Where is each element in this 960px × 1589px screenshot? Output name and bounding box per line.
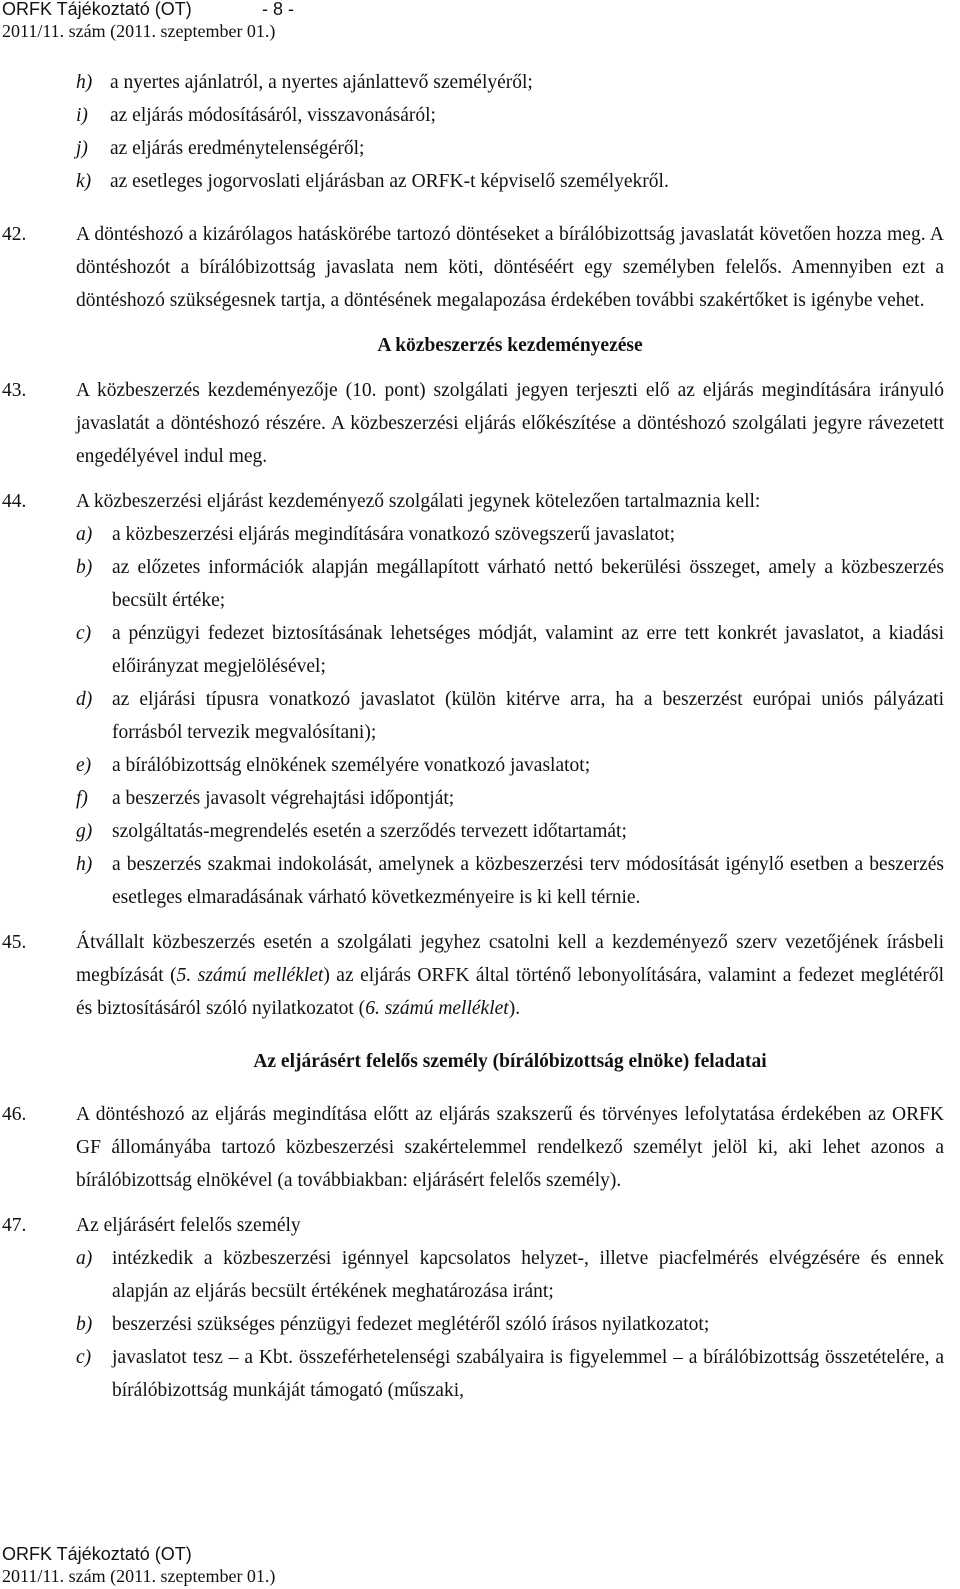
- page-header: [2, 0, 295, 42]
- item-text: az eljárás módosításáról, visszavonásáról;: [110, 105, 436, 126]
- paragraph-text: A közbeszerzési eljárást kezdeményező szolgálati jegynek kötelezően tartalmaznia kell:: [76, 491, 761, 512]
- header-issue: 2011/11. szám (2011. szeptember 01.): [2, 21, 276, 41]
- item-letter: a): [76, 524, 93, 545]
- page-footer: [2, 1543, 275, 1587]
- item-text: az eljárás eredménytelenségéről;: [110, 138, 365, 159]
- list-item: [76, 683, 944, 749]
- paragraph-number: 44.: [2, 491, 27, 512]
- item-text: beszerzési szükséges pénzügyi fedezet meglétéről szóló írásos nyilatkozatot;: [112, 1314, 710, 1335]
- item-text: az eljárási típusra vonatkozó javaslatot (külön kitérve arra, ha a beszerzést európai uniós pályázati forrásból tervezik megvalósítani);: [112, 689, 944, 743]
- list-item: [76, 815, 944, 848]
- paragraph-44-list: [76, 518, 944, 914]
- paragraph-number: 46.: [2, 1104, 27, 1125]
- list-item: [76, 782, 944, 815]
- annex-reference: 6. számú melléklet: [365, 998, 509, 1019]
- paragraph-46: [2, 1098, 944, 1197]
- item-text: az előzetes információk alapján megállapított várható nettó bekerülési összeget, amely a közbeszerzés becsült értéke;: [112, 557, 944, 611]
- list-item: [76, 1242, 944, 1308]
- paragraph-number: 47.: [2, 1215, 27, 1236]
- paragraph-43: [2, 374, 944, 473]
- item-letter: b): [76, 1314, 93, 1335]
- item-text: a bírálóbizottság elnökének személyére vonatkozó javaslatot;: [112, 755, 591, 776]
- paragraph-number: 45.: [2, 932, 27, 953]
- paragraph-44: [2, 485, 944, 914]
- item-letter: e): [76, 755, 92, 776]
- annex-reference: 5. számú melléklet: [176, 965, 324, 986]
- paragraph-number: 42.: [2, 224, 27, 245]
- paragraph-text: A közbeszerzés kezdeményezője (10. pont) szolgálati jegyen terjeszti elő az eljárás megindítására irányuló javaslatát a döntéshozó részére. A közbeszerzési eljárás előkészítése a döntéshozó szolgálati jegyre rávezetett engedélyével indul meg.: [76, 380, 944, 467]
- paragraph-text: Átvállalt közbeszerzés esetén a szolgálati jegyhez csatolni kell a kezdeményező szerv vezetőjének írásbeli megbízását (: [76, 932, 944, 986]
- list-item: [76, 551, 944, 617]
- item-text: szolgáltatás-megrendelés esetén a szerződés tervezett időtartamát;: [112, 821, 627, 842]
- item-letter: d): [76, 689, 93, 710]
- item-text: a beszerzés javasolt végrehajtási időpontját;: [112, 788, 455, 809]
- paragraph-text: ).: [508, 998, 521, 1019]
- document-body: [2, 66, 944, 1407]
- item-letter: h): [76, 854, 93, 875]
- list-item: [76, 848, 944, 914]
- item-text: a beszerzés szakmai indokolását, amelynek a közbeszerzési terv módosítását igénylő esetben a beszerzés esetleges elmaradásának várható következményeire is ki kell térnie.: [112, 854, 944, 908]
- paragraph-42: [2, 218, 944, 317]
- item-letter: g): [76, 821, 93, 842]
- item-letter: k): [76, 171, 92, 192]
- list-item: [76, 66, 944, 99]
- paragraph-text: ) az eljárás ORFK által történő lebonyolítására, valamint a fedezet meglétéről és biztosításáról szóló nyilatkozatot (: [76, 965, 944, 1019]
- item-text: az esetleges jogorvoslati eljárásban az ORFK-t képviselő személyekről.: [110, 171, 669, 192]
- list-item: [76, 99, 944, 132]
- list-item: [76, 132, 944, 165]
- item-letter: c): [76, 623, 92, 644]
- footer-title: ORFK Tájékoztató (OT): [2, 1544, 192, 1564]
- list-item: [76, 165, 944, 198]
- item-text: intézkedik a közbeszerzési igénnyel kapcsolatos helyzet-, illetve piacfelmérés elvégzésére és ennek alapján az eljárás becsült értékének meghatározása iránt;: [112, 1248, 944, 1302]
- intro-list: [76, 66, 944, 198]
- item-letter: c): [76, 1347, 92, 1368]
- item-letter: b): [76, 557, 93, 578]
- paragraph-text: A döntéshozó a kizárólagos hatáskörébe tartozó döntéseket a bírálóbizottság javaslatát követően hozza meg. A döntéshozót a bírálóbizottság javaslata nem köti, döntéséért egy személyben felelős. Amennyiben ezt a döntéshozó szükségesnek tartja, a döntésének megalapozása érdekében további szakértőket is igénybe vehet.: [76, 224, 944, 311]
- item-letter: i): [76, 105, 88, 126]
- item-letter: f): [76, 788, 88, 809]
- item-letter: j): [76, 138, 88, 159]
- item-letter: a): [76, 1248, 93, 1269]
- section-heading: Az eljárásért felelős személy (bírálóbizottság elnöke) feladatai: [253, 1051, 767, 1072]
- section-heading: A közbeszerzés kezdeményezése: [377, 335, 643, 356]
- list-item: [76, 1341, 944, 1407]
- paragraph-47: [2, 1209, 944, 1407]
- header-title: ORFK Tájékoztató (OT): [2, 0, 192, 19]
- list-item: [76, 518, 944, 551]
- list-item: [76, 1308, 944, 1341]
- page-number: - 8 -: [262, 0, 295, 19]
- paragraph-text: Az eljárásért felelős személy: [76, 1215, 301, 1236]
- item-text: a pénzügyi fedezet biztosításának lehetséges módját, valamint az erre tett konkrét javaslatot, a kiadási előirányzat megjelölésével;: [112, 623, 944, 677]
- paragraph-47-list: [76, 1242, 944, 1407]
- list-item: [76, 749, 944, 782]
- paragraph-text: A döntéshozó az eljárás megindítása előtt az eljárás szakszerű és törvényes lefolytatása érdekében az ORFK GF állományába tartozó közbeszerzési szakértelemmel rendelkező személyt jelöl ki, aki lehet azonos a bírálóbizottság elnökével (a továbbiakban: eljárásért felelős személy).: [76, 1104, 944, 1191]
- paragraph-45: [2, 926, 944, 1025]
- footer-issue: 2011/11. szám (2011. szeptember 01.): [2, 1566, 276, 1586]
- item-letter: h): [76, 72, 93, 93]
- item-text: a nyertes ajánlatról, a nyertes ajánlattevő személyéről;: [110, 72, 533, 93]
- paragraph-number: 43.: [2, 380, 27, 401]
- list-item: [76, 617, 944, 683]
- item-text: a közbeszerzési eljárás megindítására vonatkozó szövegszerű javaslatot;: [112, 524, 676, 545]
- item-text: javaslatot tesz – a Kbt. összeférhetelenségi szabályaira is figyelemmel – a bírálóbizottság összetételére, a bírálóbizottság munkáját támogató (műszaki,: [112, 1347, 944, 1401]
